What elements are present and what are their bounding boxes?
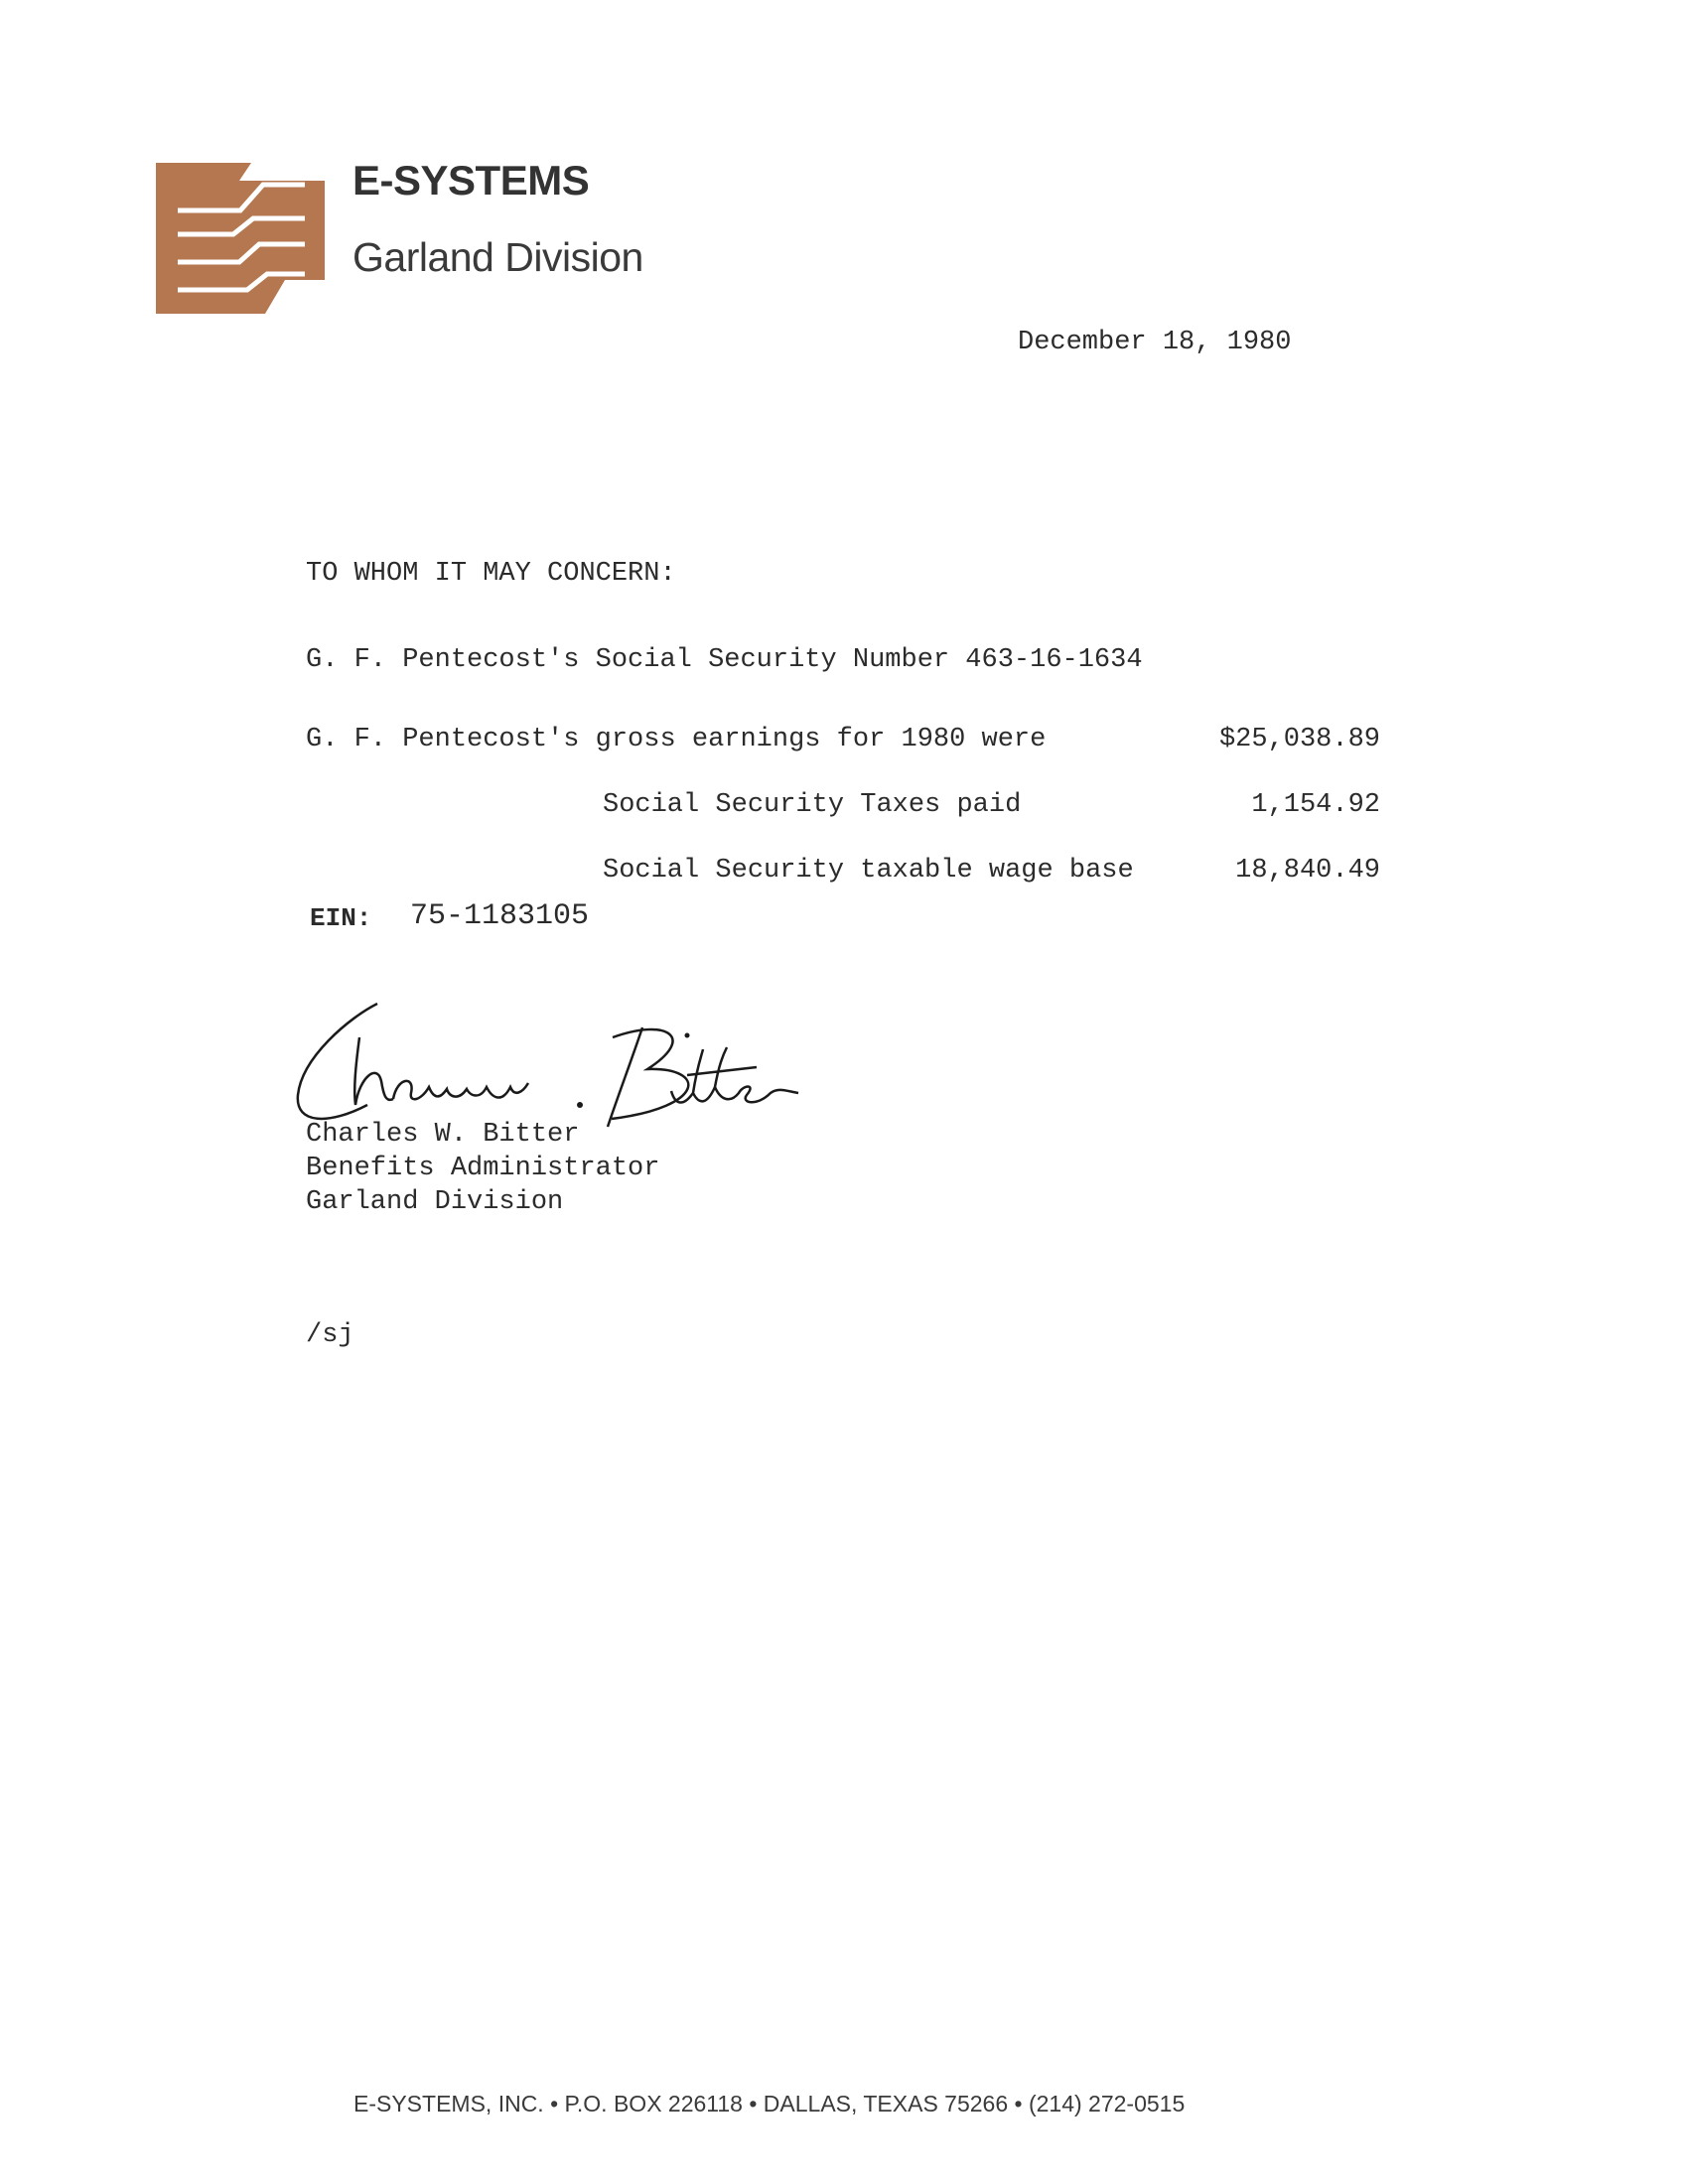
ein-value: 75-1183105 <box>410 899 590 933</box>
footer-address: E-SYSTEMS, INC. • P.O. BOX 226118 • DALLAS, TEXAS 75266 • (214) 272-0515 <box>353 2091 1186 2116</box>
salutation: TO WHOM IT MAY CONCERN: <box>306 559 676 589</box>
ss-taxes-value: 1,154.92 <box>1251 790 1380 820</box>
signer-name: Charles W. Bitter <box>306 1120 580 1150</box>
division-name: Garland Division <box>352 234 643 280</box>
earnings-label: G. F. Pentecost's gross earnings for 1980 were <box>306 725 1047 754</box>
ein-label: EIN: <box>310 903 372 933</box>
ssn-line: G. F. Pentecost's Social Security Number 463-16-1634 <box>306 645 1143 675</box>
signer-title: Benefits Administrator <box>306 1154 660 1183</box>
company-name: E-SYSTEMS <box>352 157 590 204</box>
earnings-value: $25,038.89 <box>1218 725 1380 754</box>
signer-division: Garland Division <box>306 1187 564 1217</box>
ss-taxes-label: Social Security Taxes paid <box>603 790 1022 820</box>
wage-base-value: 18,840.49 <box>1235 856 1380 886</box>
e-systems-logo-icon <box>156 163 325 314</box>
typist-initials: /sj <box>306 1320 354 1350</box>
letter-date: December 18, 1980 <box>1018 328 1292 357</box>
wage-base-label: Social Security taxable wage base <box>603 856 1134 886</box>
signature <box>290 998 816 1137</box>
